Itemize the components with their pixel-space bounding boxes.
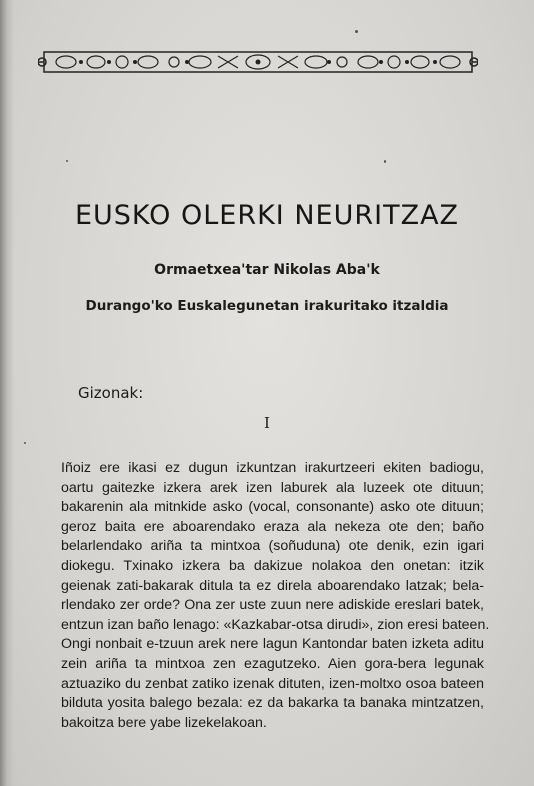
author-line: Ormaetxea'tar Nikolas Aba'k — [154, 262, 380, 278]
text-line: diokegu. Txinako izkera ba dakizue nolakoa den onetan: itzik — [61, 557, 484, 574]
decorative-header-ornament — [38, 48, 478, 76]
text-line: geienak zati-bakarak ditula ta ez direla aboarendako latzak; bela- — [61, 577, 484, 594]
text-line: bakoitza bere yabe lizekelakoan. — [61, 714, 267, 731]
text-line: belarlendako ariña ta mintxoa (soñuduna) ote denik, ezin igari — [61, 538, 484, 555]
text-line: bilduta yosita balego bezala: ez da bakarka ta banaka mintzatzen, — [61, 695, 484, 712]
salutation: Gizonak: — [78, 384, 144, 402]
print-speck — [355, 30, 358, 33]
text-line: bakarenin ala mitnkide asko (vocal, consonante) asko ote dituun; — [61, 499, 484, 516]
page-gutter-shadow — [0, 0, 14, 786]
text-line: oartu gaitezke izkera arek izen laburek ala luzeek ote dituun; — [61, 479, 484, 496]
print-speck — [24, 442, 26, 444]
print-speck — [384, 160, 386, 163]
text-line: geroz baita ere aboarendako eraza ala nekeza ote den; baño — [61, 518, 484, 535]
text-line: entzun izan baño lenago: «Kazkabar-otsa dirudi», zion eresi bateen. — [61, 616, 490, 633]
print-speck — [66, 160, 68, 162]
text-line: zein ariña ta mintxoa zen ezagutzeko. Aien gora-bera legunak — [61, 655, 484, 672]
venue-line: Durango'ko Euskalegunetan irakuritako itzaldia — [85, 298, 449, 314]
text-line: Ongi nonbait e-tzuun arek nere lagun Kantondar baten izketa aditu — [61, 636, 484, 653]
text-line: Iñoiz ere ikasi ez dugun izkuntzan irakurtzeeri ekiten badiogu, — [61, 460, 484, 476]
body-paragraph — [61, 459, 490, 733]
section-number: I — [264, 414, 270, 432]
text-line: aztuaziko du zenbat zatiko izenak dituten, izen-moltxo osoa bateen — [61, 675, 484, 692]
text-line: rlendako zer orde? Ona zer uste zuun nere adiskide ereslari batek, — [61, 597, 484, 614]
page-title: EUSKO OLERKI NEURITZAZ — [74, 200, 460, 231]
